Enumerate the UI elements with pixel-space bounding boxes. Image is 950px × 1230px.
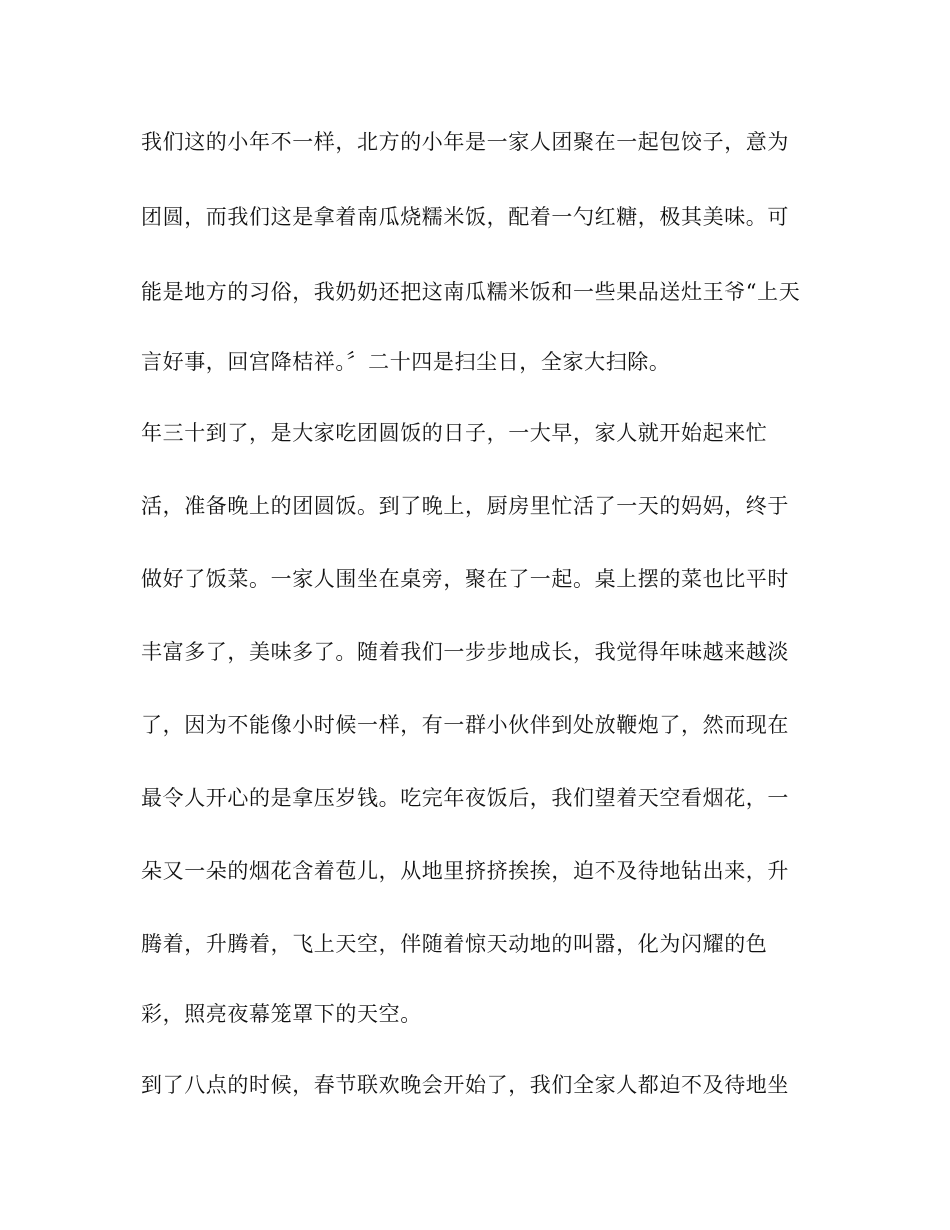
text-line: 到了八点的时候，春节联欢晚会开始了，我们全家人都迫不及待地坐 <box>141 1073 789 1097</box>
text-line: 年三十到了，是大家吃团圆饭的日子，一大早，家人就开始起来忙 <box>141 421 768 445</box>
text-line: 最令人开心的是拿压岁钱。吃完年夜饭后，我们望着天空看烟花，一 <box>141 786 789 810</box>
text-line: 能是地方的习俗，我奶奶还把这南瓜糯米饭和一些果品送灶王爷“上天 <box>141 280 801 304</box>
text-line: 做好了饭菜。一家人围坐在桌旁，聚在了一起。桌上摆的菜也比平时 <box>141 567 789 591</box>
text-line: 活，准备晚上的团圆饭。到了晚上，厨房里忙活了一天的妈妈，终于 <box>141 494 789 518</box>
text-line: 言好事，回宫降桔祥。〞二十四是扫尘日，全家大扫除。 <box>141 350 671 374</box>
text-line: 朵又一朵的烟花含着苞儿，从地里挤挤挨挨，迫不及待地钻出来，升 <box>141 859 789 883</box>
text-line: 我们这的小年不一样，北方的小年是一家人团聚在一起包饺子，意为 <box>141 130 789 154</box>
text-line: 了，因为不能像小时候一样，有一群小伙伴到处放鞭炮了，然而现在 <box>141 713 789 737</box>
text-line: 丰富多了，美味多了。随着我们一步步地成长，我觉得年味越来越淡 <box>141 640 789 664</box>
text-line: 彩，照亮夜幕笼罩下的天空。 <box>141 1002 422 1026</box>
text-line: 团圆，而我们这是拿着南瓜烧糯米饭，配着一勺红糖，极其美味。可 <box>141 205 789 229</box>
text-line: 腾着，升腾着，飞上天空，伴随着惊天动地的叫嚣，化为闪耀的色 <box>141 932 768 956</box>
